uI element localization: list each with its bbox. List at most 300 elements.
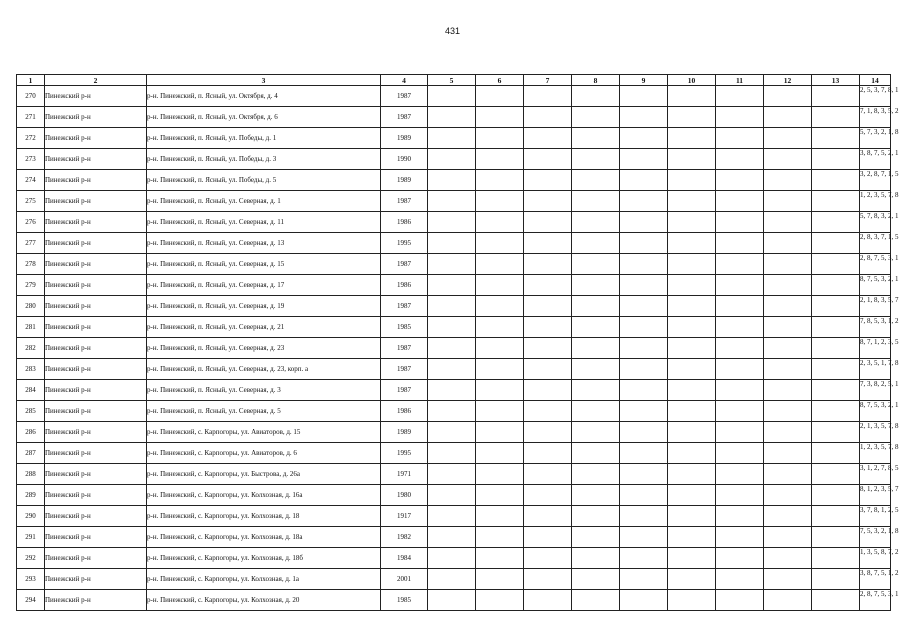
table-row — [17, 233, 891, 254]
empty-cell-col-7 — [524, 86, 572, 107]
empty-cell-col-13 — [812, 590, 860, 611]
district-cell: Пинежский р-н — [45, 548, 147, 569]
empty-cell-col-8 — [572, 317, 620, 338]
empty-cell-col-10 — [668, 506, 716, 527]
empty-cell-col-12 — [764, 86, 812, 107]
empty-cell-col-10 — [668, 212, 716, 233]
address-cell: р-н. Пинежский, п. Ясный, ул. Северная, д. 21 — [147, 317, 381, 338]
empty-cell-col-12 — [764, 107, 812, 128]
row-number-cell: 278 — [17, 254, 45, 275]
code-cell: 2, 8, 7, 5, 3, 1 — [860, 254, 891, 275]
empty-cell-col-7 — [524, 443, 572, 464]
year-cell: 1989 — [381, 170, 428, 191]
district-cell: Пинежский р-н — [45, 170, 147, 191]
empty-cell-col-11 — [716, 149, 764, 170]
district-cell: Пинежский р-н — [45, 359, 147, 380]
row-number-cell: 294 — [17, 590, 45, 611]
column-header-12: 12 — [764, 75, 812, 86]
address-cell: р-н. Пинежский, п. Ясный, ул. Северная, д. 19 — [147, 296, 381, 317]
empty-cell-col-12 — [764, 212, 812, 233]
empty-cell-col-13 — [812, 275, 860, 296]
empty-cell-col-9 — [620, 464, 668, 485]
empty-cell-col-7 — [524, 275, 572, 296]
district-cell: Пинежский р-н — [45, 296, 147, 317]
empty-cell-col-7 — [524, 296, 572, 317]
empty-cell-col-5 — [428, 296, 476, 317]
year-cell: 1989 — [381, 128, 428, 149]
empty-cell-col-9 — [620, 212, 668, 233]
empty-cell-col-13 — [812, 443, 860, 464]
column-header-5: 5 — [428, 75, 476, 86]
empty-cell-col-11 — [716, 422, 764, 443]
empty-cell-col-9 — [620, 569, 668, 590]
empty-cell-col-13 — [812, 212, 860, 233]
empty-cell-col-13 — [812, 86, 860, 107]
empty-cell-col-7 — [524, 191, 572, 212]
empty-cell-col-11 — [716, 191, 764, 212]
code-cell: 5, 7, 3, 2, 1, 8 — [860, 128, 891, 149]
empty-cell-col-11 — [716, 401, 764, 422]
empty-cell-col-11 — [716, 569, 764, 590]
empty-cell-col-10 — [668, 401, 716, 422]
empty-cell-col-11 — [716, 86, 764, 107]
empty-cell-col-7 — [524, 170, 572, 191]
address-cell: р-н. Пинежский, п. Ясный, ул. Северная, д. 13 — [147, 233, 381, 254]
empty-cell-col-5 — [428, 485, 476, 506]
empty-cell-col-11 — [716, 380, 764, 401]
empty-cell-col-12 — [764, 254, 812, 275]
empty-cell-col-5 — [428, 401, 476, 422]
empty-cell-col-13 — [812, 422, 860, 443]
address-cell: р-н. Пинежский, с. Карпогоры, ул. Быстрова, д. 26а — [147, 464, 381, 485]
empty-cell-col-7 — [524, 212, 572, 233]
code-cell: 1, 2, 3, 5, 7, 8 — [860, 191, 891, 212]
year-cell: 1987 — [381, 296, 428, 317]
empty-cell-col-9 — [620, 527, 668, 548]
district-cell: Пинежский р-н — [45, 401, 147, 422]
empty-cell-col-7 — [524, 422, 572, 443]
empty-cell-col-5 — [428, 506, 476, 527]
empty-cell-col-6 — [476, 254, 524, 275]
year-cell: 1971 — [381, 464, 428, 485]
empty-cell-col-6 — [476, 422, 524, 443]
table-row — [17, 86, 891, 107]
district-cell: Пинежский р-н — [45, 275, 147, 296]
code-cell: 8, 7, 1, 2, 3, 5 — [860, 338, 891, 359]
empty-cell-col-5 — [428, 359, 476, 380]
empty-cell-col-5 — [428, 191, 476, 212]
row-number-cell: 270 — [17, 86, 45, 107]
empty-cell-col-11 — [716, 443, 764, 464]
empty-cell-col-13 — [812, 149, 860, 170]
address-cell: р-н. Пинежский, с. Карпогоры, ул. Колхозная, д. 16а — [147, 485, 381, 506]
empty-cell-col-6 — [476, 548, 524, 569]
empty-cell-col-9 — [620, 191, 668, 212]
empty-cell-col-5 — [428, 317, 476, 338]
year-cell: 1995 — [381, 443, 428, 464]
empty-cell-col-10 — [668, 422, 716, 443]
empty-cell-col-12 — [764, 380, 812, 401]
district-cell: Пинежский р-н — [45, 149, 147, 170]
year-cell: 1987 — [381, 380, 428, 401]
year-cell: 1985 — [381, 590, 428, 611]
row-number-cell: 271 — [17, 107, 45, 128]
empty-cell-col-5 — [428, 149, 476, 170]
empty-cell-col-10 — [668, 128, 716, 149]
empty-cell-col-8 — [572, 86, 620, 107]
district-cell: Пинежский р-н — [45, 191, 147, 212]
table-row — [17, 401, 891, 422]
empty-cell-col-13 — [812, 485, 860, 506]
empty-cell-col-11 — [716, 275, 764, 296]
empty-cell-col-11 — [716, 506, 764, 527]
empty-cell-col-5 — [428, 569, 476, 590]
address-cell: р-н. Пинежский, с. Карпогоры, ул. Авиаторов, д. 6 — [147, 443, 381, 464]
empty-cell-col-7 — [524, 380, 572, 401]
empty-cell-col-5 — [428, 464, 476, 485]
table-row — [17, 443, 891, 464]
address-cell: р-н. Пинежский, с. Карпогоры, ул. Колхозная, д. 1а — [147, 569, 381, 590]
empty-cell-col-13 — [812, 128, 860, 149]
column-header-2: 2 — [45, 75, 147, 86]
empty-cell-col-10 — [668, 107, 716, 128]
page-number: 431 — [444, 26, 461, 36]
row-number-cell: 289 — [17, 485, 45, 506]
year-cell: 1995 — [381, 233, 428, 254]
empty-cell-col-13 — [812, 170, 860, 191]
table-row — [17, 170, 891, 191]
empty-cell-col-6 — [476, 107, 524, 128]
table-row — [17, 590, 891, 611]
address-cell: р-н. Пинежский, п. Ясный, ул. Победы, д. 5 — [147, 170, 381, 191]
empty-cell-col-5 — [428, 443, 476, 464]
empty-cell-col-6 — [476, 149, 524, 170]
empty-cell-col-5 — [428, 254, 476, 275]
empty-cell-col-12 — [764, 485, 812, 506]
empty-cell-col-8 — [572, 149, 620, 170]
year-cell: 1980 — [381, 485, 428, 506]
year-cell: 1985 — [381, 317, 428, 338]
table-row — [17, 422, 891, 443]
empty-cell-col-6 — [476, 443, 524, 464]
empty-cell-col-10 — [668, 149, 716, 170]
empty-cell-col-13 — [812, 107, 860, 128]
address-cell: р-н. Пинежский, с. Карпогоры, ул. Колхозная, д. 18б — [147, 548, 381, 569]
row-number-cell: 280 — [17, 296, 45, 317]
empty-cell-col-6 — [476, 590, 524, 611]
empty-cell-col-11 — [716, 464, 764, 485]
column-header-13: 13 — [812, 75, 860, 86]
year-cell: 1987 — [381, 254, 428, 275]
empty-cell-col-7 — [524, 590, 572, 611]
table-row — [17, 212, 891, 233]
column-header-10: 10 — [668, 75, 716, 86]
empty-cell-col-8 — [572, 107, 620, 128]
empty-cell-col-9 — [620, 548, 668, 569]
empty-cell-col-6 — [476, 401, 524, 422]
empty-cell-col-11 — [716, 170, 764, 191]
table-row — [17, 485, 891, 506]
empty-cell-col-6 — [476, 317, 524, 338]
row-number-cell: 292 — [17, 548, 45, 569]
column-header-4: 4 — [381, 75, 428, 86]
empty-cell-col-13 — [812, 569, 860, 590]
empty-cell-col-10 — [668, 86, 716, 107]
empty-cell-col-13 — [812, 380, 860, 401]
empty-cell-col-10 — [668, 569, 716, 590]
empty-cell-col-7 — [524, 506, 572, 527]
row-number-cell: 274 — [17, 170, 45, 191]
column-header-9: 9 — [620, 75, 668, 86]
address-cell: р-н. Пинежский, п. Ясный, ул. Северная, д. 17 — [147, 275, 381, 296]
empty-cell-col-8 — [572, 485, 620, 506]
empty-cell-col-11 — [716, 359, 764, 380]
registry-table — [16, 74, 899, 611]
code-cell: 8, 7, 5, 3, 2, 1 — [860, 275, 891, 296]
row-number-cell: 286 — [17, 422, 45, 443]
district-cell: Пинежский р-н — [45, 107, 147, 128]
table-header — [17, 75, 891, 86]
empty-cell-col-8 — [572, 275, 620, 296]
table-row — [17, 380, 891, 401]
empty-cell-col-9 — [620, 359, 668, 380]
empty-cell-col-8 — [572, 527, 620, 548]
empty-cell-col-5 — [428, 107, 476, 128]
empty-cell-col-6 — [476, 191, 524, 212]
empty-cell-col-8 — [572, 422, 620, 443]
empty-cell-col-5 — [428, 422, 476, 443]
empty-cell-col-8 — [572, 212, 620, 233]
empty-cell-col-7 — [524, 254, 572, 275]
empty-cell-col-11 — [716, 548, 764, 569]
empty-cell-col-10 — [668, 359, 716, 380]
empty-cell-col-5 — [428, 590, 476, 611]
code-cell: 2, 3, 5, 1, 7, 8 — [860, 359, 891, 380]
address-cell: р-н. Пинежский, п. Ясный, ул. Северная, д. 5 — [147, 401, 381, 422]
table-row — [17, 338, 891, 359]
district-cell: Пинежский р-н — [45, 317, 147, 338]
empty-cell-col-8 — [572, 170, 620, 191]
empty-cell-col-9 — [620, 338, 668, 359]
table-body — [17, 86, 899, 611]
empty-cell-col-8 — [572, 128, 620, 149]
empty-cell-col-13 — [812, 359, 860, 380]
empty-cell-col-5 — [428, 212, 476, 233]
empty-cell-col-12 — [764, 590, 812, 611]
code-cell: 8, 1, 2, 3, 5, 7 — [860, 485, 891, 506]
year-cell: 1986 — [381, 212, 428, 233]
empty-cell-col-6 — [476, 527, 524, 548]
empty-cell-col-11 — [716, 254, 764, 275]
empty-cell-col-10 — [668, 191, 716, 212]
empty-cell-col-10 — [668, 275, 716, 296]
empty-cell-col-6 — [476, 170, 524, 191]
column-header-11: 11 — [716, 75, 764, 86]
address-cell: р-н. Пинежский, с. Карпогоры, ул. Авиаторов, д. 15 — [147, 422, 381, 443]
year-cell: 1987 — [381, 107, 428, 128]
empty-cell-col-9 — [620, 254, 668, 275]
empty-cell-col-9 — [620, 128, 668, 149]
empty-cell-col-12 — [764, 569, 812, 590]
district-cell: Пинежский р-н — [45, 380, 147, 401]
code-cell: 3, 1, 2, 7, 8, 5 — [860, 464, 891, 485]
empty-cell-col-7 — [524, 359, 572, 380]
column-header-6: 6 — [476, 75, 524, 86]
table-row — [17, 527, 891, 548]
empty-cell-col-9 — [620, 86, 668, 107]
empty-cell-col-9 — [620, 170, 668, 191]
empty-cell-col-9 — [620, 296, 668, 317]
code-cell: 2, 1, 8, 3, 5, 7 — [860, 296, 891, 317]
empty-cell-col-12 — [764, 401, 812, 422]
address-cell: р-н. Пинежский, с. Карпогоры, ул. Колхозная, д. 18а — [147, 527, 381, 548]
year-cell: 1917 — [381, 506, 428, 527]
empty-cell-col-12 — [764, 338, 812, 359]
district-cell: Пинежский р-н — [45, 338, 147, 359]
address-cell: р-н. Пинежский, п. Ясный, ул. Октября, д. 4 — [147, 86, 381, 107]
empty-cell-col-6 — [476, 212, 524, 233]
empty-cell-col-11 — [716, 317, 764, 338]
empty-cell-col-12 — [764, 359, 812, 380]
empty-cell-col-13 — [812, 254, 860, 275]
empty-cell-col-13 — [812, 317, 860, 338]
district-cell: Пинежский р-н — [45, 527, 147, 548]
empty-cell-col-10 — [668, 338, 716, 359]
empty-cell-col-5 — [428, 170, 476, 191]
empty-cell-col-13 — [812, 506, 860, 527]
empty-cell-col-10 — [668, 170, 716, 191]
empty-cell-col-8 — [572, 506, 620, 527]
empty-cell-col-12 — [764, 191, 812, 212]
empty-cell-col-9 — [620, 422, 668, 443]
empty-cell-col-11 — [716, 296, 764, 317]
empty-cell-col-5 — [428, 86, 476, 107]
empty-cell-col-12 — [764, 443, 812, 464]
empty-cell-col-9 — [620, 401, 668, 422]
table-row — [17, 569, 891, 590]
district-cell: Пинежский р-н — [45, 422, 147, 443]
empty-cell-col-11 — [716, 107, 764, 128]
year-cell: 1986 — [381, 275, 428, 296]
empty-cell-col-10 — [668, 233, 716, 254]
empty-cell-col-8 — [572, 401, 620, 422]
year-cell: 1982 — [381, 527, 428, 548]
empty-cell-col-11 — [716, 485, 764, 506]
table-row — [17, 296, 891, 317]
code-cell: 5, 7, 8, 3, 2, 1 — [860, 212, 891, 233]
empty-cell-col-6 — [476, 506, 524, 527]
address-cell: р-н. Пинежский, п. Ясный, ул. Северная, д. 23, корп. а — [147, 359, 381, 380]
code-cell: 2, 5, 3, 7, 8, 1 — [860, 86, 891, 107]
empty-cell-col-7 — [524, 401, 572, 422]
address-cell: р-н. Пинежский, п. Ясный, ул. Октября, д. 6 — [147, 107, 381, 128]
table-row — [17, 107, 891, 128]
empty-cell-col-9 — [620, 485, 668, 506]
empty-cell-col-13 — [812, 296, 860, 317]
year-cell: 1987 — [381, 191, 428, 212]
empty-cell-col-6 — [476, 275, 524, 296]
address-cell: р-н. Пинежский, п. Ясный, ул. Северная, д. 15 — [147, 254, 381, 275]
empty-cell-col-7 — [524, 107, 572, 128]
empty-cell-col-8 — [572, 191, 620, 212]
empty-cell-col-6 — [476, 86, 524, 107]
empty-cell-col-12 — [764, 233, 812, 254]
table-row — [17, 128, 891, 149]
code-cell: 1, 3, 5, 8, 7, 2 — [860, 548, 891, 569]
district-cell: Пинежский р-н — [45, 128, 147, 149]
address-cell: р-н. Пинежский, п. Ясный, ул. Северная, д. 11 — [147, 212, 381, 233]
district-cell: Пинежский р-н — [45, 443, 147, 464]
empty-cell-col-12 — [764, 149, 812, 170]
district-cell: Пинежский р-н — [45, 86, 147, 107]
empty-cell-col-10 — [668, 296, 716, 317]
empty-cell-col-9 — [620, 107, 668, 128]
address-cell: р-н. Пинежский, п. Ясный, ул. Победы, д. 1 — [147, 128, 381, 149]
header-row — [17, 75, 891, 86]
empty-cell-col-11 — [716, 128, 764, 149]
code-cell: 7, 1, 8, 3, 5, 2 — [860, 107, 891, 128]
empty-cell-col-5 — [428, 128, 476, 149]
row-number-cell: 284 — [17, 380, 45, 401]
empty-cell-col-8 — [572, 590, 620, 611]
address-cell: р-н. Пинежский, с. Карпогоры, ул. Колхозная, д. 20 — [147, 590, 381, 611]
empty-cell-col-10 — [668, 485, 716, 506]
year-cell: 2001 — [381, 569, 428, 590]
empty-cell-col-6 — [476, 128, 524, 149]
empty-cell-col-12 — [764, 464, 812, 485]
empty-cell-col-5 — [428, 548, 476, 569]
empty-cell-col-6 — [476, 464, 524, 485]
empty-cell-col-8 — [572, 548, 620, 569]
row-number-cell: 275 — [17, 191, 45, 212]
table-row — [17, 191, 891, 212]
code-cell: 2, 1, 3, 5, 7, 8 — [860, 422, 891, 443]
year-cell: 1987 — [381, 86, 428, 107]
district-cell: Пинежский р-н — [45, 254, 147, 275]
row-number-cell: 290 — [17, 506, 45, 527]
table-row — [17, 548, 891, 569]
empty-cell-col-9 — [620, 443, 668, 464]
table-row — [17, 359, 891, 380]
empty-cell-col-7 — [524, 464, 572, 485]
table-row — [17, 506, 891, 527]
year-cell: 1987 — [381, 338, 428, 359]
row-number-cell: 291 — [17, 527, 45, 548]
empty-cell-col-6 — [476, 233, 524, 254]
row-number-cell: 276 — [17, 212, 45, 233]
empty-cell-col-8 — [572, 380, 620, 401]
empty-cell-col-10 — [668, 254, 716, 275]
empty-cell-col-12 — [764, 275, 812, 296]
code-cell: 3, 2, 8, 7, 1, 5 — [860, 170, 891, 191]
district-cell: Пинежский р-н — [45, 506, 147, 527]
row-number-cell: 272 — [17, 128, 45, 149]
row-number-cell: 279 — [17, 275, 45, 296]
code-cell: 1, 2, 3, 5, 7, 8 — [860, 443, 891, 464]
empty-cell-col-12 — [764, 317, 812, 338]
empty-cell-col-13 — [812, 527, 860, 548]
year-cell: 1986 — [381, 401, 428, 422]
empty-cell-col-12 — [764, 548, 812, 569]
code-cell: 7, 8, 5, 3, 1, 2 — [860, 317, 891, 338]
table-row — [17, 464, 891, 485]
empty-cell-col-7 — [524, 569, 572, 590]
empty-cell-col-6 — [476, 569, 524, 590]
empty-cell-col-9 — [620, 149, 668, 170]
empty-cell-col-10 — [668, 590, 716, 611]
address-cell: р-н. Пинежский, с. Карпогоры, ул. Колхозная, д. 18 — [147, 506, 381, 527]
column-header-3: 3 — [147, 75, 381, 86]
